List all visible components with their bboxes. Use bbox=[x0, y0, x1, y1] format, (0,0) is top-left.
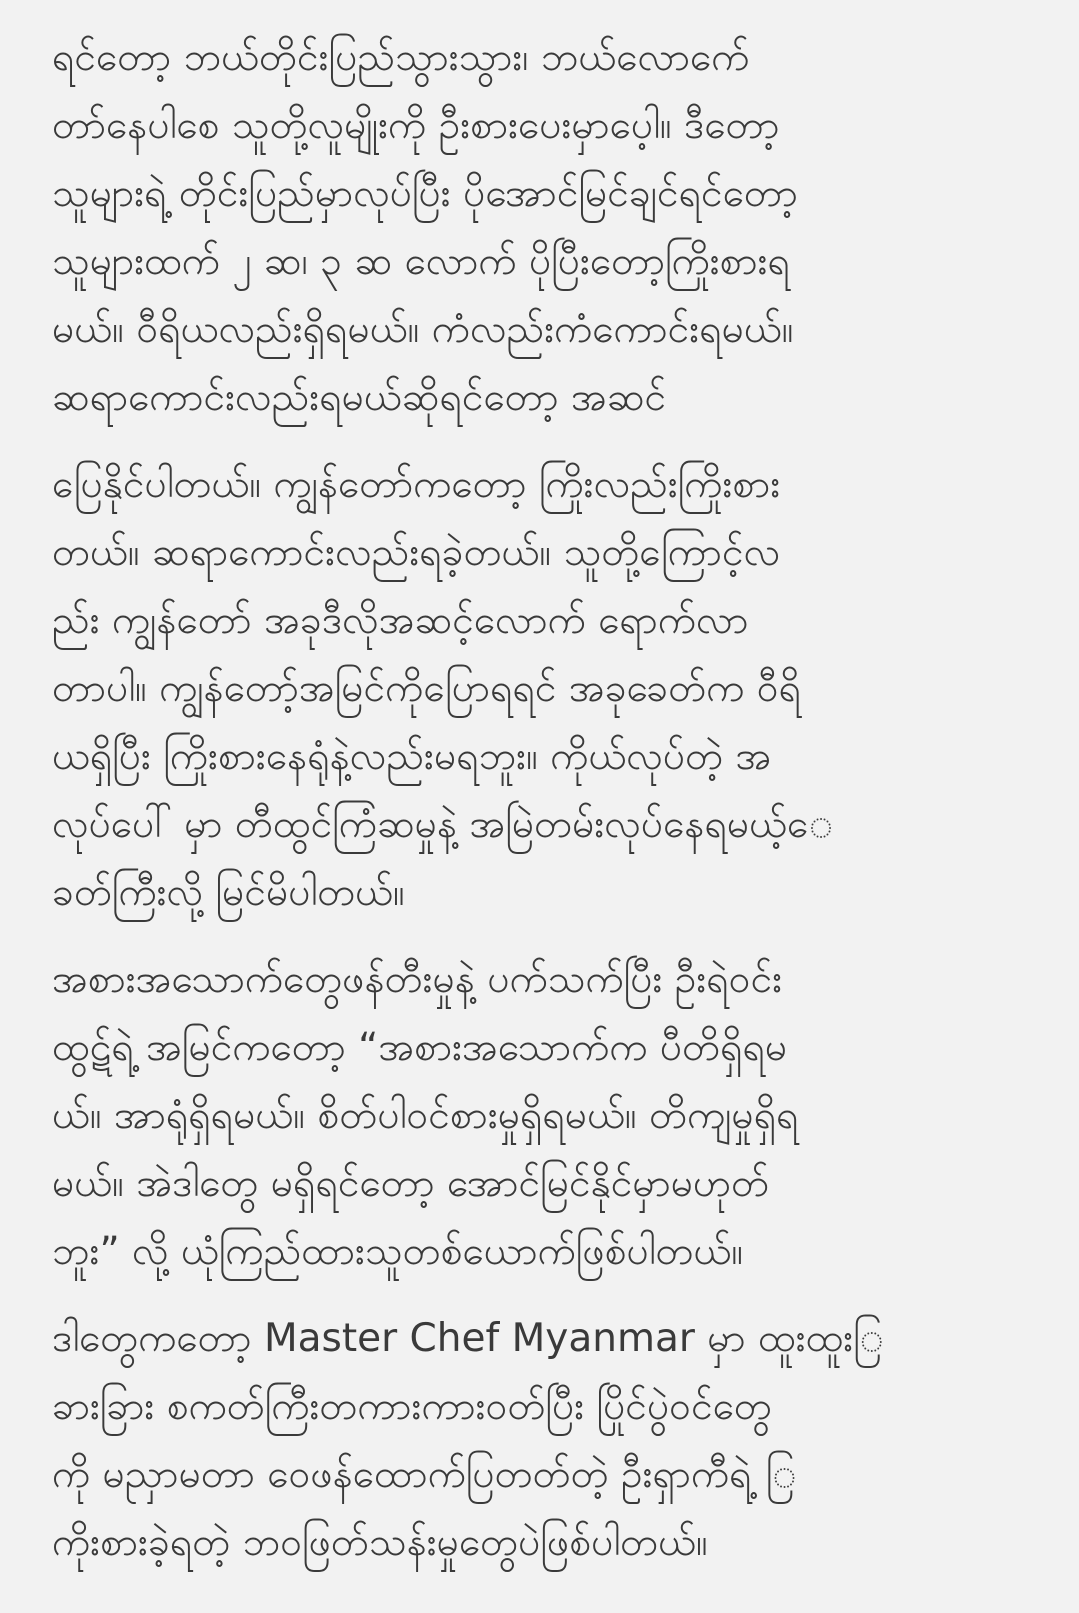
paragraph-4 bbox=[52, 1305, 1062, 1577]
article-body bbox=[52, 24, 1062, 1596]
text-line: လုပ်ပေါ် မှာ တီထွင်ကြံဆမှုနဲ့ အမြဲတမ်းလုပ်နေရမယ့်ေ bbox=[52, 802, 834, 847]
text-line: ယ်။ အာရုံရှိရမယ်။ စိတ်ပါဝင်စားမှုရှိရမယ်။ တိကျမှုရှိရ bbox=[52, 1093, 799, 1138]
text-line: ကိုးစားခဲ့ရတဲ့ ဘဝဖြတ်သန်းမှုတွေပဲဖြစ်ပါတယ်။ bbox=[52, 1520, 708, 1565]
text-line: အစားအသောက်တွေဖန်တီးမှုနဲ့ ပက်သက်ပြီး ဦးရဲဝင်း bbox=[52, 957, 783, 1002]
text-line: ဘူး” လို့ ယုံကြည်ထားသူတစ်ယောက်ဖြစ်ပါတယ်။ bbox=[52, 1229, 744, 1274]
text-line: ထွဋ်ရဲ့ အမြင်ကတော့ “အစားအသောက်က ပီတိရှိရမ bbox=[52, 1025, 788, 1070]
text-line: ဒါတွေကတော့ Master Chef Myanmar မှာ ထူးထူးြ bbox=[52, 1316, 884, 1361]
text-line: ကို မညှာမတာ ဝေဖန်ထောက်ပြတတ်တဲ့ ဦးရှာကီရဲ့ ြ bbox=[52, 1452, 797, 1497]
text-line: ရင်တော့ ဘယ်တိုင်းပြည်သွားသွား၊ ဘယ်လောက်ေ bbox=[52, 35, 750, 80]
text-line: သူများထက် ၂ ဆ၊ ၃ ဆ လောက် ပိုပြီးတော့ကြိုးစားရ bbox=[52, 239, 790, 284]
text-line: ခားခြား စကတ်ကြီးတကားကားဝတ်ပြီး ပြိုင်ပွဲဝင်တွေ bbox=[52, 1384, 772, 1429]
text-line: မယ်။ အဲဒါတွေ မရှိရင်တော့ အောင်မြင်နိုင်မှာမဟုတ် bbox=[52, 1161, 770, 1206]
paragraph-3 bbox=[52, 946, 1062, 1286]
text-line: ခတ်ကြီးလို့ မြင်မိပါတယ်။ bbox=[52, 870, 405, 915]
paragraph-1 bbox=[52, 24, 1062, 432]
text-line: ည်း ကျွန်တော် အခုဒီလိုအဆင့်လောက် ရောက်လာ bbox=[52, 598, 749, 643]
text-line: ယရှိပြီး ကြိုးစားနေရုံနဲ့လည်းမရဘူး။ ကိုယ်လုပ်တဲ့ အ bbox=[52, 734, 772, 779]
text-line: ပြေနိုင်ပါတယ်။ ကျွန်တော်ကတော့ ကြိုးလည်းကြိုးစား bbox=[52, 462, 781, 507]
paragraph-2 bbox=[52, 451, 1062, 927]
text-line: တာပါ။ ကျွန်တော့်အမြင်ကိုပြောရရင် အခုခေတ်က ဝီရိ bbox=[52, 666, 802, 711]
text-line: တာ်နေပါစေ သူတို့လူမျိုးကို ဦးစားပေးမှာပေ့ါ။ ဒီတော့ bbox=[52, 103, 780, 148]
text-line: မယ်။ ဝီရိယလည်းရှိရမယ်။ ကံလည်းကံကောင်းရမယ်။ bbox=[52, 307, 794, 352]
text-line: သူများရဲ့ တိုင်းပြည်မှာလုပ်ပြီး ပိုအောင်မြင်ချင်ရင်တော့ bbox=[52, 171, 798, 216]
text-line: တယ်။ ဆရာကောင်းလည်းရခဲ့တယ်။ သူတို့ကြောင့်လ bbox=[52, 530, 781, 575]
text-line: ဆရာကောင်းလည်းရမယ်ဆိုရင်တော့ အဆင် bbox=[52, 375, 667, 420]
